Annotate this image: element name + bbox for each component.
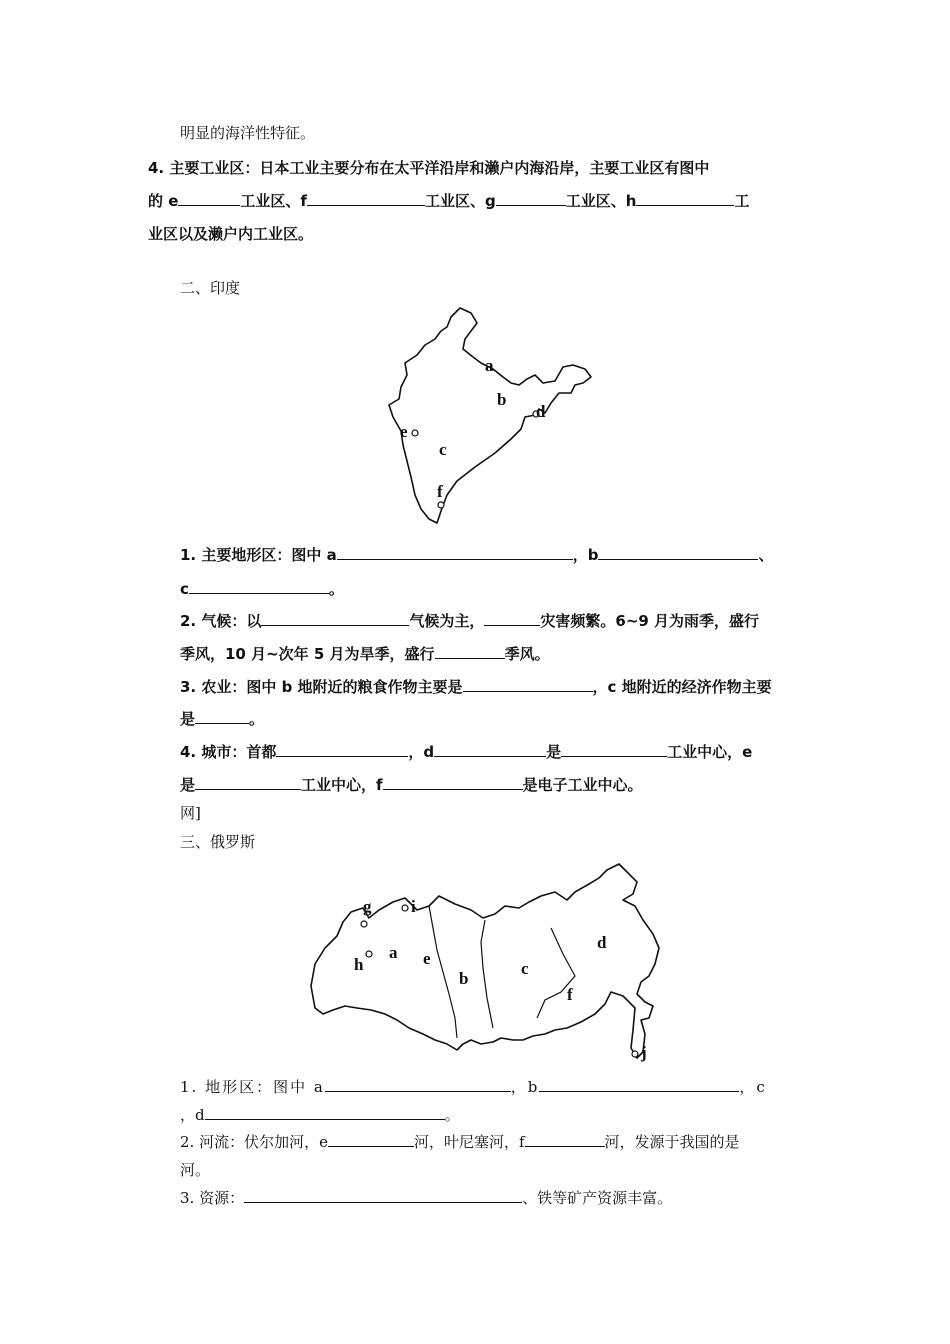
india-q2-a: 2. 气候：以 xyxy=(180,612,262,630)
ural-mountains xyxy=(429,906,457,1038)
map-label-e: e xyxy=(400,422,408,441)
city-e-dot xyxy=(412,430,418,436)
city-g-dot xyxy=(361,921,367,927)
blank-india-c[interactable] xyxy=(189,579,329,594)
russia-q2-line2: 河。 xyxy=(180,1161,211,1179)
india-q4-g: 是电子工业中心。 xyxy=(522,776,643,794)
blank-river-f[interactable] xyxy=(525,1132,605,1147)
russia-q1-d: ，d xyxy=(180,1106,205,1124)
india-q4-c: 是 xyxy=(546,743,562,761)
india-q4-f: 工业中心，f xyxy=(301,776,383,794)
blank-capital[interactable] xyxy=(276,742,408,757)
map-label-i: i xyxy=(411,897,416,916)
blank-russia-b[interactable] xyxy=(539,1077,739,1092)
india-q4-line2 xyxy=(180,774,643,795)
india-q3-c: 是 xyxy=(180,710,196,728)
india-q2-e: 季风。 xyxy=(504,645,550,663)
blank-f[interactable] xyxy=(307,191,425,206)
india-q4-b: ，d xyxy=(408,743,435,761)
india-q4-e: 是 xyxy=(180,776,196,794)
russia-q3-line xyxy=(180,1187,672,1208)
blank-city-d[interactable] xyxy=(434,742,546,757)
blank-climate[interactable] xyxy=(261,611,409,626)
japan-q4-line1: 4. 主要工业区：日本工业主要分布在太平洋沿岸和濑户内海沿岸，主要工业区有图中 xyxy=(148,159,710,177)
blank-cash-crop[interactable] xyxy=(195,709,249,724)
blank-industry-e[interactable] xyxy=(195,775,301,790)
japan-q4-tail: 工 xyxy=(734,192,750,210)
india-q1-line2 xyxy=(180,578,344,599)
india-q4-line1 xyxy=(180,741,752,762)
india-q1-end: 。 xyxy=(328,580,344,598)
russia-q2-a: 2. 河流：伏尔加河，e xyxy=(180,1133,328,1151)
india-outline xyxy=(389,308,591,523)
india-q2-b: 气候为主， xyxy=(409,612,485,630)
city-i-dot xyxy=(402,905,408,911)
city-j-dot xyxy=(632,1051,638,1057)
india-q1-line1 xyxy=(180,544,773,565)
map-label-c: c xyxy=(439,440,447,459)
india-q2-line1 xyxy=(180,610,759,631)
city-h-dot xyxy=(366,951,372,957)
blank-disaster[interactable] xyxy=(484,611,540,626)
japan-tail-text: 明显的海洋性特征。 xyxy=(180,124,316,142)
india-q2-d: 季风，10 月~次年 5 月为旱季，盛行 xyxy=(180,645,435,663)
russia-heading: 三、俄罗斯 xyxy=(180,833,256,851)
blank-g[interactable] xyxy=(496,191,566,206)
russia-q2-b: 河，叶尼塞河，f xyxy=(413,1133,525,1151)
india-heading: 二、印度 xyxy=(180,279,241,297)
india-q4-d: 工业中心，e xyxy=(667,743,753,761)
blank-river-e[interactable] xyxy=(328,1132,414,1147)
blank-resources[interactable] xyxy=(244,1188,522,1203)
map-label-g: g xyxy=(363,897,372,916)
russia-q1-line2 xyxy=(180,1104,460,1125)
russia-q1-end: 。 xyxy=(444,1106,460,1124)
india-q3-line2 xyxy=(180,708,264,729)
stray-text: 网] xyxy=(180,804,201,822)
map-label-c: c xyxy=(521,959,529,978)
blank-city-f[interactable] xyxy=(383,775,523,790)
map-label-b: b xyxy=(497,390,507,409)
japan-q4-line3: 业区以及濑户内工业区。 xyxy=(148,225,314,243)
russia-q3-b: 、铁等矿产资源丰富。 xyxy=(522,1189,673,1207)
india-q1-a-label: 1. 主要地形区：图中 a xyxy=(180,546,337,564)
map-label-j: j xyxy=(641,1043,647,1062)
map-label-a: a xyxy=(485,356,494,375)
lena-river xyxy=(537,928,575,1018)
russia-map xyxy=(305,858,675,1068)
india-q1-b-label: ，b xyxy=(572,546,599,564)
japan-q4-e-label: 的 e xyxy=(148,192,179,210)
india-q3-line1 xyxy=(180,676,772,697)
india-q1-c-label: c xyxy=(180,580,189,598)
map-label-a: a xyxy=(389,943,398,962)
japan-q4-h-label: 工业区、h xyxy=(565,192,637,210)
blank-russia-d[interactable] xyxy=(205,1105,445,1120)
russia-q1-a: 1. 地形区：图中 a xyxy=(180,1078,325,1096)
blank-grain[interactable] xyxy=(463,677,593,692)
blank-india-b[interactable] xyxy=(598,545,758,560)
map-label-f: f xyxy=(437,482,443,501)
russia-q3-a: 3. 资源： xyxy=(180,1189,245,1207)
russia-q1-line1 xyxy=(180,1076,767,1097)
yenisei-river xyxy=(481,920,493,1028)
city-f-dot xyxy=(438,502,444,508)
russia-q2-line1 xyxy=(180,1131,740,1152)
india-q1-sep: 、 xyxy=(758,546,774,564)
russia-q1-c: ，c xyxy=(739,1078,767,1096)
japan-q4-f-label: 工业区、f xyxy=(240,192,307,210)
india-q2-c: 灾害频繁。6~9 月为雨季，盛行 xyxy=(540,612,760,630)
india-q3-a: 3. 农业：图中 b 地附近的粮食作物主要是 xyxy=(180,678,463,696)
map-label-f: f xyxy=(567,985,573,1004)
russia-q2-c: 河，发源于我国的是 xyxy=(604,1133,740,1151)
blank-russia-a[interactable] xyxy=(325,1077,511,1092)
india-map xyxy=(385,305,605,530)
map-label-b: b xyxy=(459,969,469,988)
russia-q1-b: ，b xyxy=(510,1078,540,1096)
blank-industry-d[interactable] xyxy=(561,742,667,757)
blank-h[interactable] xyxy=(636,191,734,206)
india-q3-end: 。 xyxy=(249,710,265,728)
map-label-h: h xyxy=(354,955,364,974)
india-q3-b: ，c 地附近的经济作物主要 xyxy=(592,678,772,696)
japan-q4-line2 xyxy=(148,190,749,211)
india-q2-line2 xyxy=(180,643,550,664)
map-label-d: d xyxy=(536,402,546,421)
map-label-e: e xyxy=(423,949,431,968)
blank-e[interactable] xyxy=(178,191,240,206)
map-label-d: d xyxy=(597,933,607,952)
india-q4-a: 4. 城市：首都 xyxy=(180,743,277,761)
blank-dry-monsoon[interactable] xyxy=(435,644,505,659)
japan-q4-g-label: 工业区、g xyxy=(424,192,496,210)
blank-india-a[interactable] xyxy=(337,545,573,560)
